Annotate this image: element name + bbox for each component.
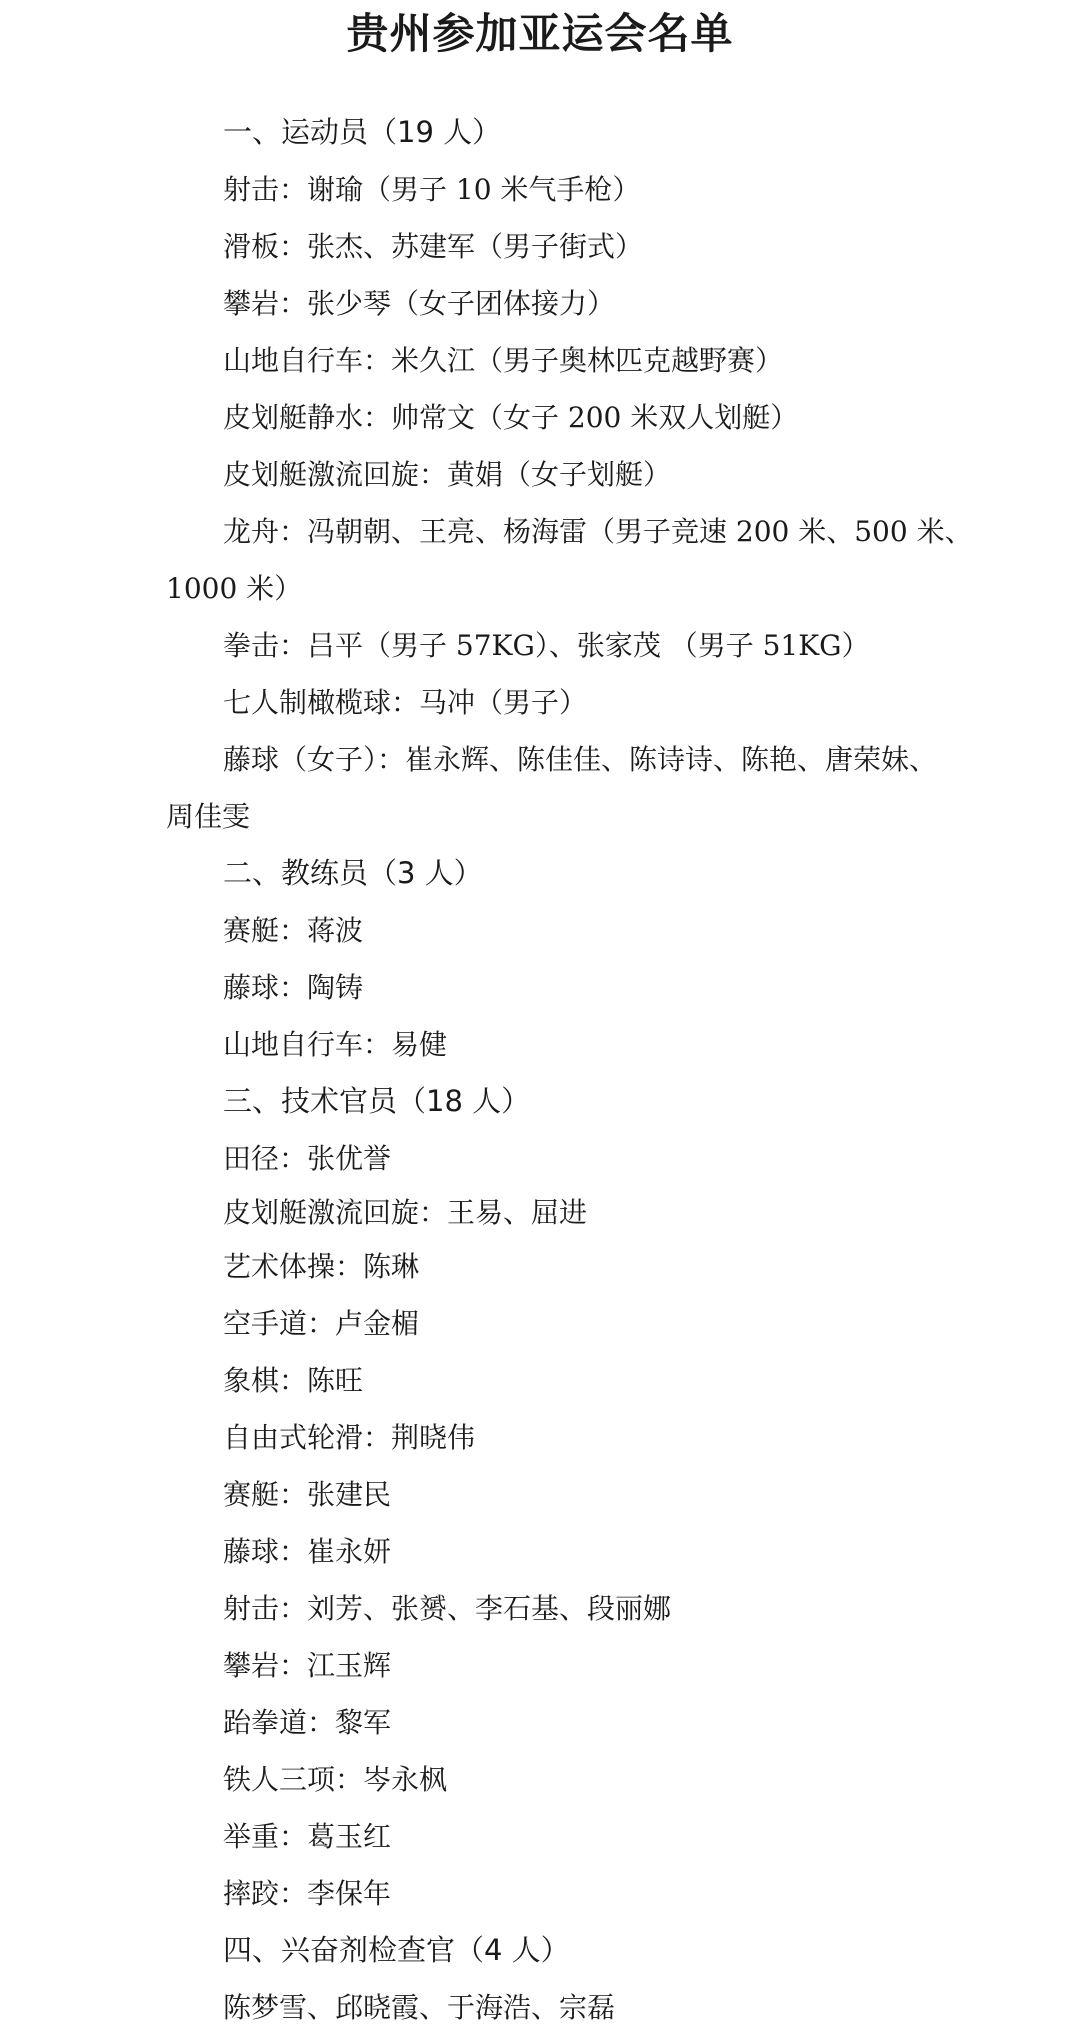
list-item: 攀岩：张少琴（女子团体接力） (223, 287, 616, 320)
list-item: 象棋：陈旺 (223, 1364, 364, 1397)
list-item: 射击：刘芳、张赟、李石基、段丽娜 (223, 1592, 672, 1625)
list-item: 皮划艇静水：帅常文（女子 200 米双人划艇） (223, 401, 799, 434)
list-item: 摔跤：李保年 (223, 1877, 392, 1910)
list-item: 赛艇：张建民 (223, 1478, 392, 1511)
list-item: 皮划艇激流回旋：黄娟（女子划艇） (223, 458, 672, 491)
list-item: 攀岩：江玉辉 (223, 1649, 392, 1682)
list-item: 藤球：陶铸 (223, 971, 364, 1004)
section-heading: 三、技术官员（18 人） (223, 1084, 531, 1118)
list-item: 赛艇：蒋波 (223, 914, 364, 947)
list-item: 山地自行车：易健 (223, 1028, 448, 1061)
list-item: 陈梦雪、邱晓霞、于海浩、宗磊 (223, 1991, 616, 2024)
section-heading: 一、运动员（19 人） (223, 115, 502, 149)
list-item: 拳击：吕平（男子 57KG）、张家茂 （男子 51KG） (223, 629, 870, 662)
list-item: 射击：谢瑜（男子 10 米气手枪） (223, 173, 641, 206)
list-item: 七人制橄榄球：马冲（男子） (223, 686, 588, 719)
document-title: 贵州参加亚运会名单 (346, 9, 734, 58)
list-item: 藤球（女子）：崔永辉、陈佳佳、陈诗诗、陈艳、唐荣妹、 (223, 743, 938, 776)
list-item-continuation: 1000 米） (166, 572, 303, 605)
list-item: 龙舟：冯朝朝、王亮、杨海雷（男子竞速 200 米、500 米、 (223, 515, 973, 548)
section-heading: 四、兴奋剂检查官（4 人） (223, 1933, 570, 1967)
list-item: 田径：张优誉 (223, 1142, 392, 1175)
list-item: 藤球：崔永妍 (223, 1535, 392, 1568)
list-item: 艺术体操：陈琳 (223, 1250, 420, 1283)
list-item: 滑板：张杰、苏建军（男子街式） (223, 230, 644, 263)
section-heading: 二、教练员（3 人） (223, 856, 483, 890)
list-item: 皮划艇激流回旋：王易、屈进 (223, 1196, 588, 1229)
list-item: 自由式轮滑：荆晓伟 (223, 1421, 476, 1454)
list-item: 空手道：卢金楣 (223, 1307, 420, 1340)
list-item: 举重：葛玉红 (223, 1820, 392, 1853)
list-item-continuation: 周佳雯 (166, 800, 251, 833)
list-item: 铁人三项：岑永枫 (223, 1763, 448, 1796)
list-item: 山地自行车：米久江（男子奥林匹克越野赛） (223, 344, 784, 377)
document-body (0, 104, 1080, 2036)
list-item: 跆拳道：黎军 (223, 1706, 392, 1739)
